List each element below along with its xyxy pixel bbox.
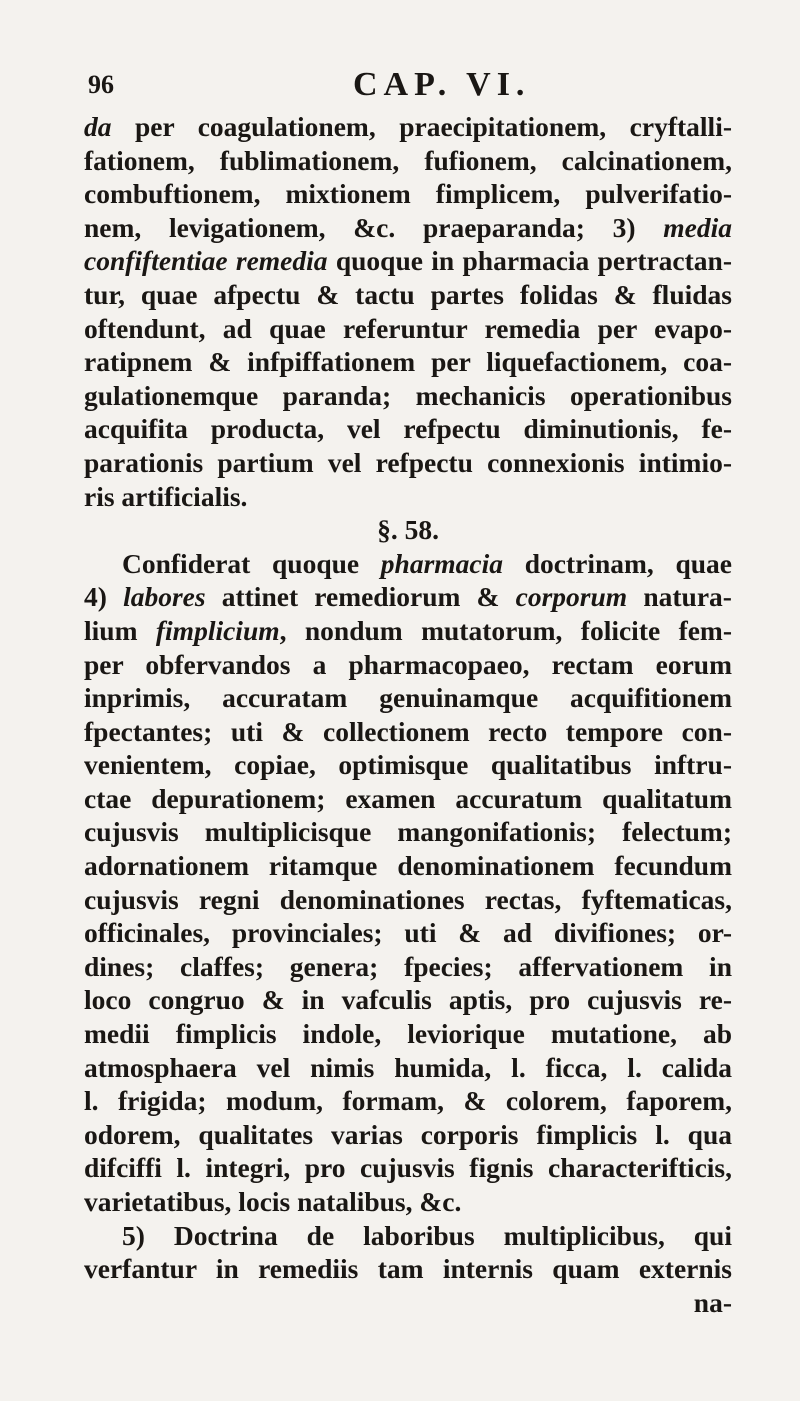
text-line: venientem, copiae, optimisque qualitatibus inftru- xyxy=(84,749,732,781)
page-number: 96 xyxy=(88,70,114,99)
text-run: 4) xyxy=(84,581,124,613)
text-line: per obfervandos a pharmacopaeo, rectam eorum xyxy=(84,648,732,680)
section-mark: §. 58. xyxy=(377,514,439,546)
text-line: cujusvis multiplicisque mangonifationis; felectum; xyxy=(84,816,732,848)
text-line: verfantur in remediis tam internis quam externis xyxy=(84,1253,732,1285)
italic-word: corporum xyxy=(515,581,628,613)
text-line: ris artificialis. xyxy=(84,480,248,512)
text-run: Confiderat quoque xyxy=(122,547,381,579)
text-line xyxy=(84,614,732,648)
text-run: quoque in pharmacia pertractan- xyxy=(327,245,732,277)
text-line: 5) Doctrina de laboribus multiplicibus, qui xyxy=(122,1219,732,1251)
text-run: per coagulationem, praecipitationem, cryftalli- xyxy=(111,111,732,142)
text-line: ratipnem & infpiffationem per liquefactionem, coa- xyxy=(84,346,732,378)
text-line: officinales, provinciales; uti & ad divifiones; or- xyxy=(84,917,732,949)
italic-word: media xyxy=(663,211,732,243)
text-run: doctrinam, quae xyxy=(503,547,732,579)
text-run: lium xyxy=(84,614,156,646)
text-line: combuftionem, mixtionem fimplicem, pulverifatio- xyxy=(84,178,732,210)
text-line: dines; claffes; genera; fpecies; affervationem in xyxy=(84,950,732,982)
text-line: difciffi l. integri, pro cujusvis fignis characterifticis, xyxy=(84,1152,732,1184)
text-line: atmosphaera vel nimis humida, l. ficca, l. calida xyxy=(84,1051,732,1083)
italic-word: da xyxy=(84,111,112,142)
text-line: l. frigida; modum, formam, & colorem, faporem, xyxy=(84,1085,732,1117)
body-text xyxy=(84,110,732,1319)
italic-phrase: confiftentiae remedia xyxy=(84,245,328,277)
text-line xyxy=(84,244,732,278)
text-run: nem, levigationem, &c. praeparanda; 3) xyxy=(84,211,664,243)
italic-word: fimplicium xyxy=(155,614,280,646)
page-header xyxy=(88,66,788,110)
text-line: ctae depurationem; examen accuratum qualitatum xyxy=(84,782,732,814)
text-line: medii fimplicis indole, leviorique mutatione, ab xyxy=(84,1018,732,1050)
text-line: fpectantes; uti & collectionem recto tempore con- xyxy=(84,715,732,747)
text-line xyxy=(84,211,732,245)
text-line: adornationem ritamque denominationem fecundum xyxy=(84,850,732,882)
text-line: gulationemque paranda; mechanicis operationibus xyxy=(84,379,732,411)
text-line: loco congruo & in vafculis aptis, pro cujusvis re- xyxy=(84,984,732,1016)
text-line: acquifita producta, vel refpectu diminutionis, fe- xyxy=(84,413,732,445)
text-run: natura- xyxy=(627,581,732,613)
text-run: attinet remediorum & xyxy=(205,581,516,613)
text-line: fationem, fublimationem, fufionem, calcinationem, xyxy=(84,144,732,176)
text-line xyxy=(84,547,732,581)
text-line: parationis partium vel refpectu connexionis intimio- xyxy=(84,446,732,478)
text-line: tur, quae afpectu & tactu partes folidas & fluidas xyxy=(84,278,732,310)
text-run: , nondum mutatorum, folicite fem- xyxy=(279,614,732,646)
catchword: na- xyxy=(693,1286,732,1318)
text-line xyxy=(84,110,732,144)
text-line: odorem, qualitates varias corporis fimplicis l. qua xyxy=(84,1118,732,1150)
text-line: inprimis, accuratam genuinamque acquifitionem xyxy=(84,682,732,714)
italic-word: pharmacia xyxy=(380,547,504,579)
text-line: cujusvis regni denominationes rectas, fyftematicas, xyxy=(84,883,732,915)
text-line: varietatibus, locis natalibus, &c. xyxy=(84,1186,462,1217)
text-line: oftendunt, ad quae referuntur remedia per evapo- xyxy=(84,312,732,344)
text-line xyxy=(84,580,732,614)
running-head: CAP. VI. xyxy=(353,66,531,103)
italic-word: labores xyxy=(123,581,206,613)
